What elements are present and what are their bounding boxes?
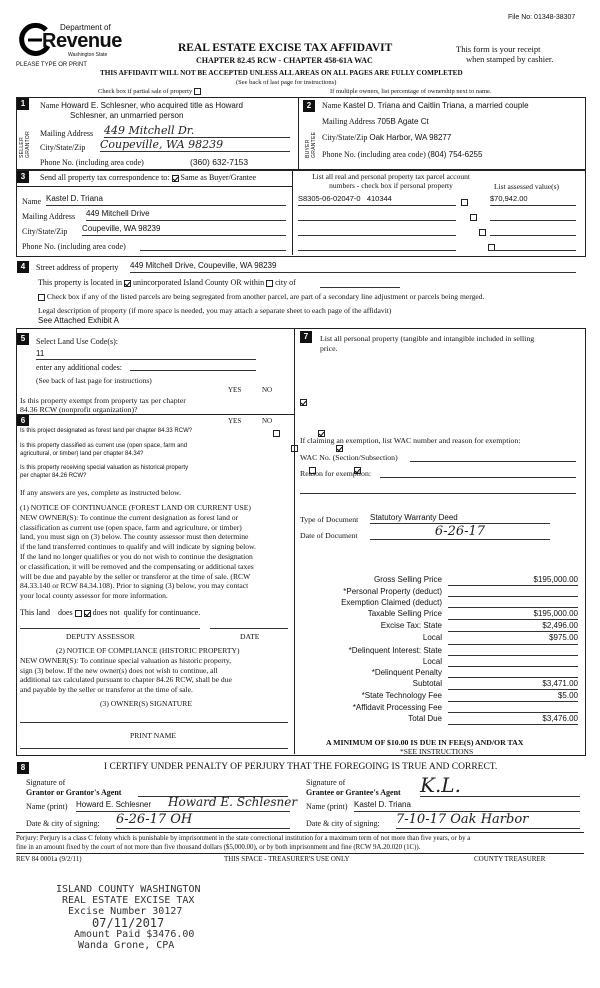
doc-date-label: Date of Document [300, 531, 358, 540]
corr-city-value[interactable]: Coupeville, WA 98239 [82, 224, 286, 236]
parcel-2-value[interactable] [298, 209, 456, 221]
tax-row: *Personal Property (deduct) [300, 586, 578, 597]
doc-type-value[interactable]: Statutory Warranty Deed [370, 513, 550, 524]
reason-value[interactable] [380, 468, 576, 478]
segregated-row: Check box if any of the listed parcels are being segregated from another parcel, are part of a secondary line adjustment or parcels being merged. [38, 292, 485, 301]
grantor-signature[interactable]: Howard E. Schlesner [168, 795, 298, 809]
seller-name-value[interactable]: Howard E. Schlesner, who acquired title as Howard [61, 101, 243, 110]
wac-label: WAC No. (Section/Subsection) [300, 453, 398, 462]
revenue-wordmark: Revenue [42, 30, 122, 52]
tax-row: *Delinquent Penalty [300, 667, 578, 678]
section-5-marker: 5 [17, 333, 29, 345]
section-8-marker: 8 [17, 762, 29, 774]
same-as-buyer-checkbox[interactable] [172, 175, 179, 182]
parcel-4-assessed[interactable] [490, 239, 576, 251]
parcel-1-assessed[interactable]: $70,942.00 [490, 194, 576, 206]
perjury-notice: Perjury: Perjury is a class C felony which is punishable by imprisonment in the state correctional institution for a maximum term of not more than five years, or by a fine in an amount fixed by the court of not more than five thousand dollars ($5,000.00), or by both imprisonment and fine (RCW 9A.20.020 (1C)). [16, 835, 471, 851]
grantee-date-label: Date & city of signing: [306, 819, 380, 828]
tax-row: Subtotal $3,471.00 [300, 678, 578, 690]
deputy-assessor-label: DEPUTY ASSESSOR [66, 632, 135, 641]
continuance-row: This land does does not qualify for continuance. [20, 608, 201, 617]
forest-question: Is this project designated as forest land per chapter 84.33 RCW? [20, 428, 193, 434]
parcel-1-value[interactable]: S8305-06-02047-0 410344 [298, 194, 456, 206]
current-use-yes-checkbox[interactable] [291, 445, 298, 452]
s6-yes-header: YES [228, 417, 242, 425]
does-not-qualify-checkbox[interactable] [84, 610, 91, 617]
seller-phone-label: Phone No. (including area code) [40, 158, 144, 167]
minimum-fee-note: A MINIMUM OF $10.00 IS DUE IN FEE(S) AND/OR TAX [326, 738, 524, 747]
grantee-date-value[interactable]: 7-10-17 Oak Harbor [396, 812, 580, 829]
parcel-3-value[interactable] [298, 224, 456, 236]
form-title: REAL ESTATE EXCISE TAX AFFIDAVIT [178, 42, 393, 54]
please-type-label: PLEASE TYPE OR PRINT [16, 62, 87, 68]
personal-property-label: List all personal property (tangible and intangible included in selling price. [320, 334, 535, 353]
notice-1: (1) NOTICE OF CONTINUANCE (FOREST LAND OR CURRENT USE) NEW OWNER(S): To continue the current designation as forest land or classification as current use (open space, farm and agriculture, or timber) land, you must sign on (3) below. The county assessor must then determine if the land transferred continues to qualify and will indicate by signing below. If the land no longer qualifies or you do not wish to continue the designation or classification, it will be removed and the compensating or additional taxes will be due and payable by the seller or transferor at the time of sale. (RCW 84.33.140 or RCW 84.34.108). Prior to signing (3) below, you may contact your local county assessor for more information. [20, 503, 256, 601]
buyer-city-row: City/State/Zip Oak Harbor, WA 98277 [322, 133, 452, 142]
seller-phone-value[interactable]: (360) 632-7153 [190, 157, 249, 167]
street-label: Street address of property [36, 263, 119, 272]
parcel-2-personal-checkbox[interactable] [470, 214, 477, 221]
grantor-print-name[interactable]: Howard E. Schlesner [76, 800, 290, 812]
current-use-no-checkbox[interactable] [336, 445, 343, 452]
parcel-2-assessed[interactable] [490, 209, 576, 221]
section-2-marker: 2 [303, 100, 315, 112]
receipt-line-1: This form is your receipt [456, 44, 541, 54]
exemption-label: If claiming an exemption, list WAC number and reason for exemption: [300, 436, 521, 445]
grantor-print-label: Name (print) [26, 802, 68, 811]
land-use-value[interactable]: 11 [36, 349, 256, 360]
does-qualify-checkbox[interactable] [75, 610, 82, 617]
corr-name-value[interactable]: Kastel D. Triana [46, 194, 286, 206]
seller-side-label: SELLER GRANTOR [19, 130, 31, 158]
partial-sale-checkbox[interactable] [194, 88, 201, 95]
corr-mailing-value[interactable]: 449 Mitchell Drive [86, 209, 286, 221]
completion-warning: THIS AFFIDAVIT WILL NOT BE ACCEPTED UNLESS ALL AREAS ON ALL PAGES ARE FULLY COMPLETED [100, 69, 463, 77]
county-treasurer: COUNTY TREASURER [474, 855, 546, 863]
section-1-marker: 1 [17, 98, 29, 110]
land-use-see-back: (See back of last page for instructions) [36, 376, 152, 385]
receipt-line-2: when stamped by cashier. [466, 54, 554, 64]
forest-yes-checkbox[interactable] [273, 430, 280, 437]
assessed-header: List assessed value(s) [494, 182, 559, 191]
tax-row: Local [300, 656, 578, 667]
print-name-line[interactable] [20, 742, 288, 749]
grantor-date-label: Date & city of signing: [26, 819, 100, 828]
buyer-mailing-row: Mailing Address 705B Agate Ct [322, 117, 429, 126]
reason-value-2[interactable] [300, 484, 576, 494]
treasurer-use: THIS SPACE - TREASURER'S USE ONLY [224, 855, 350, 863]
parcel-1-personal-checkbox[interactable] [461, 199, 468, 206]
section-6-marker: 6 [17, 415, 29, 426]
section-7-marker: 7 [300, 331, 312, 343]
parcel-4-value[interactable] [298, 239, 456, 251]
historic-question: Is this property receiving special valuation as historical property per chapter 84.26 RCW? [20, 465, 189, 479]
city-of-value[interactable] [320, 278, 400, 288]
tax-row: Exemption Claimed (deduct) [300, 597, 578, 608]
within-city-checkbox[interactable] [266, 280, 273, 287]
buyer-phone-value[interactable]: (804) 754-6255 [427, 150, 483, 159]
current-use-question: Is this property classified as current use (open space, farm and agricultural, or timber) land per chapter 84.34? [20, 443, 188, 457]
seller-mailing-value[interactable]: 449 Mitchell Dr. [104, 124, 290, 138]
section-3-marker: 3 [17, 171, 29, 183]
buyer-phone-row: Phone No. (including area code) (804) 754-6255 [322, 150, 483, 159]
deputy-assessor-line[interactable] [20, 620, 200, 629]
certify-statement: I CERTIFY UNDER PENALTY OF PERJURY THAT THE FOREGOING IS TRUE AND CORRECT. [104, 762, 498, 772]
s6-no-header: NO [262, 417, 273, 425]
corr-city-label: City/State/Zip [22, 227, 68, 236]
multiple-owners-note: If multiple owners, list percentage of ownership next to name. [330, 88, 492, 95]
seller-mailing-label: Mailing Address [40, 129, 94, 138]
buyer-side-label: BUYER GRANTEE [305, 131, 317, 158]
legal-value[interactable]: See Attached Exhibit A [38, 316, 119, 325]
tax-row: Excise Tax: State $2,496.00 [300, 620, 578, 632]
legal-label: Legal description of property (if more space is needed, you may attach a separate sheet to each page of the affidavit) [38, 306, 392, 315]
dept-of-label: Department of [60, 23, 111, 32]
corr-mailing-label: Mailing Address [22, 212, 76, 221]
parcel-3-personal-checkbox[interactable] [479, 229, 486, 236]
print-name-label: PRINT NAME [130, 731, 177, 740]
buyer-name-value[interactable]: Kastel D. Triana and Caitlin Triana, a married couple [343, 101, 529, 110]
deputy-date-label: DATE [240, 632, 260, 641]
grantee-signature-label: Signature of Grantee or Grantee's Agent [306, 778, 401, 797]
additional-codes-value[interactable] [130, 361, 256, 371]
tax-row: Total Due $3,476.00 [300, 713, 578, 725]
seller-name-row: Name Howard E. Schlesner, who acquired title as Howard [40, 101, 243, 110]
see-instructions-note: *SEE INSTRUCTIONS [400, 747, 474, 756]
seller-name-cont[interactable]: Schlesner, an unmarried person [70, 111, 184, 120]
dor-logo [16, 20, 126, 64]
grantor-signature-label: Signature of Grantor or Grantor's Agent [26, 778, 122, 797]
tax-row: *Delinquent Interest: State [300, 645, 578, 656]
partial-sale-label: Check box if partial sale of property [98, 88, 201, 95]
tax-row: Local $975.00 [300, 632, 578, 644]
buyer-name-row: Name Kastel D. Triana and Caitlin Triana, a married couple [322, 101, 529, 110]
doc-type-label: Type of Document [300, 515, 359, 524]
buyer-mailing-value[interactable]: 705B Agate Ct [377, 117, 429, 126]
corr-phone-value[interactable] [140, 239, 286, 251]
rev-number: REV 84 0001a (9/2/11) [16, 855, 82, 863]
grantee-print-name[interactable]: Kastel D. Triana [354, 800, 580, 812]
seller-city-label: City/State/Zip [40, 143, 86, 152]
grantee-signature[interactable]: K.L. [420, 774, 580, 797]
segregated-checkbox[interactable] [38, 294, 45, 301]
owner-signature-line[interactable] [20, 714, 288, 723]
corr-phone-label: Phone No. (including area code) [22, 242, 126, 251]
grantee-print-label: Name (print) [306, 802, 348, 811]
tax-row: Taxable Selling Price $195,000.00 [300, 608, 578, 620]
notice-2: (2) NOTICE OF COMPLIANCE (HISTORIC PROPERTY) NEW OWNER(S): To continue special valuation as historic property, sign (3) below. If the new owner(s) does not wish to continue, all additional tax calculated pursuant to chapter 84.26 RCW, shall be due and payable by the seller or transferor at the time of sale. [20, 646, 240, 695]
buyer-city-value[interactable]: Oak Harbor, WA 98277 [369, 133, 452, 142]
additional-codes-label: enter any additional codes: [36, 363, 122, 372]
street-value[interactable]: 449 Mitchell Drive, Coupeville, WA 98239 [130, 261, 576, 273]
tax-row: *State Technology Fee $5.00 [300, 690, 578, 702]
file-number: File No: 01348-38307 [508, 14, 576, 21]
corr-name-label: Name [22, 197, 42, 206]
located-row: This property is located in unincorporated Island County OR within city of [38, 278, 296, 287]
washington-state-label: Washington State [68, 52, 108, 58]
s5-no-header: NO [262, 386, 273, 394]
if-yes-note: If any answers are yes, complete as instructed below. [20, 488, 182, 497]
unincorporated-checkbox[interactable] [124, 280, 131, 287]
form-chapter: CHAPTER 82.45 RCW - CHAPTER 458-61A WAC [196, 56, 373, 65]
seller-city-value[interactable]: Coupeville, WA 98239 [100, 138, 290, 152]
owner-signature-label: (3) OWNER(S) SIGNATURE [100, 699, 192, 708]
doc-date-value[interactable]: 6-26-17 [370, 524, 550, 540]
see-back-note: (See back of last page for instructions) [236, 79, 337, 86]
parcels-header: List all real and personal property tax parcel account numbers - check box if personal property [312, 172, 470, 190]
exempt-question: Is this property exempt from property tax per chapter 84.36 RCW (nonprofit organization)? [20, 396, 186, 414]
tax-row: *Affidavit Processing Fee [300, 702, 578, 713]
correspondence-label: Send all property tax correspondence to: Same as Buyer/Grantee [40, 173, 257, 182]
grantor-date-value[interactable]: 6-26-17 OH [116, 812, 290, 829]
land-use-label: Select Land Use Code(s): [36, 337, 118, 346]
reason-label: Reason for exemption: [300, 469, 372, 478]
tax-table [300, 574, 578, 725]
parcel-3-assessed[interactable] [490, 224, 576, 236]
wac-value[interactable] [410, 452, 576, 462]
exempt-no-checkbox[interactable] [300, 399, 307, 406]
s5-yes-header: YES [228, 386, 242, 394]
tax-row: Gross Selling Price $195,000.00 [300, 574, 578, 586]
deputy-date-line[interactable] [210, 620, 288, 629]
treasurer-stamp: ISLAND COUNTY WASHINGTON REAL ESTATE EXCISE TAX Excise Number 30127 07/11/2017 Amount Paid $3476.00 Wanda Grone, CPA [56, 884, 201, 951]
section-4-marker: 4 [17, 261, 29, 273]
